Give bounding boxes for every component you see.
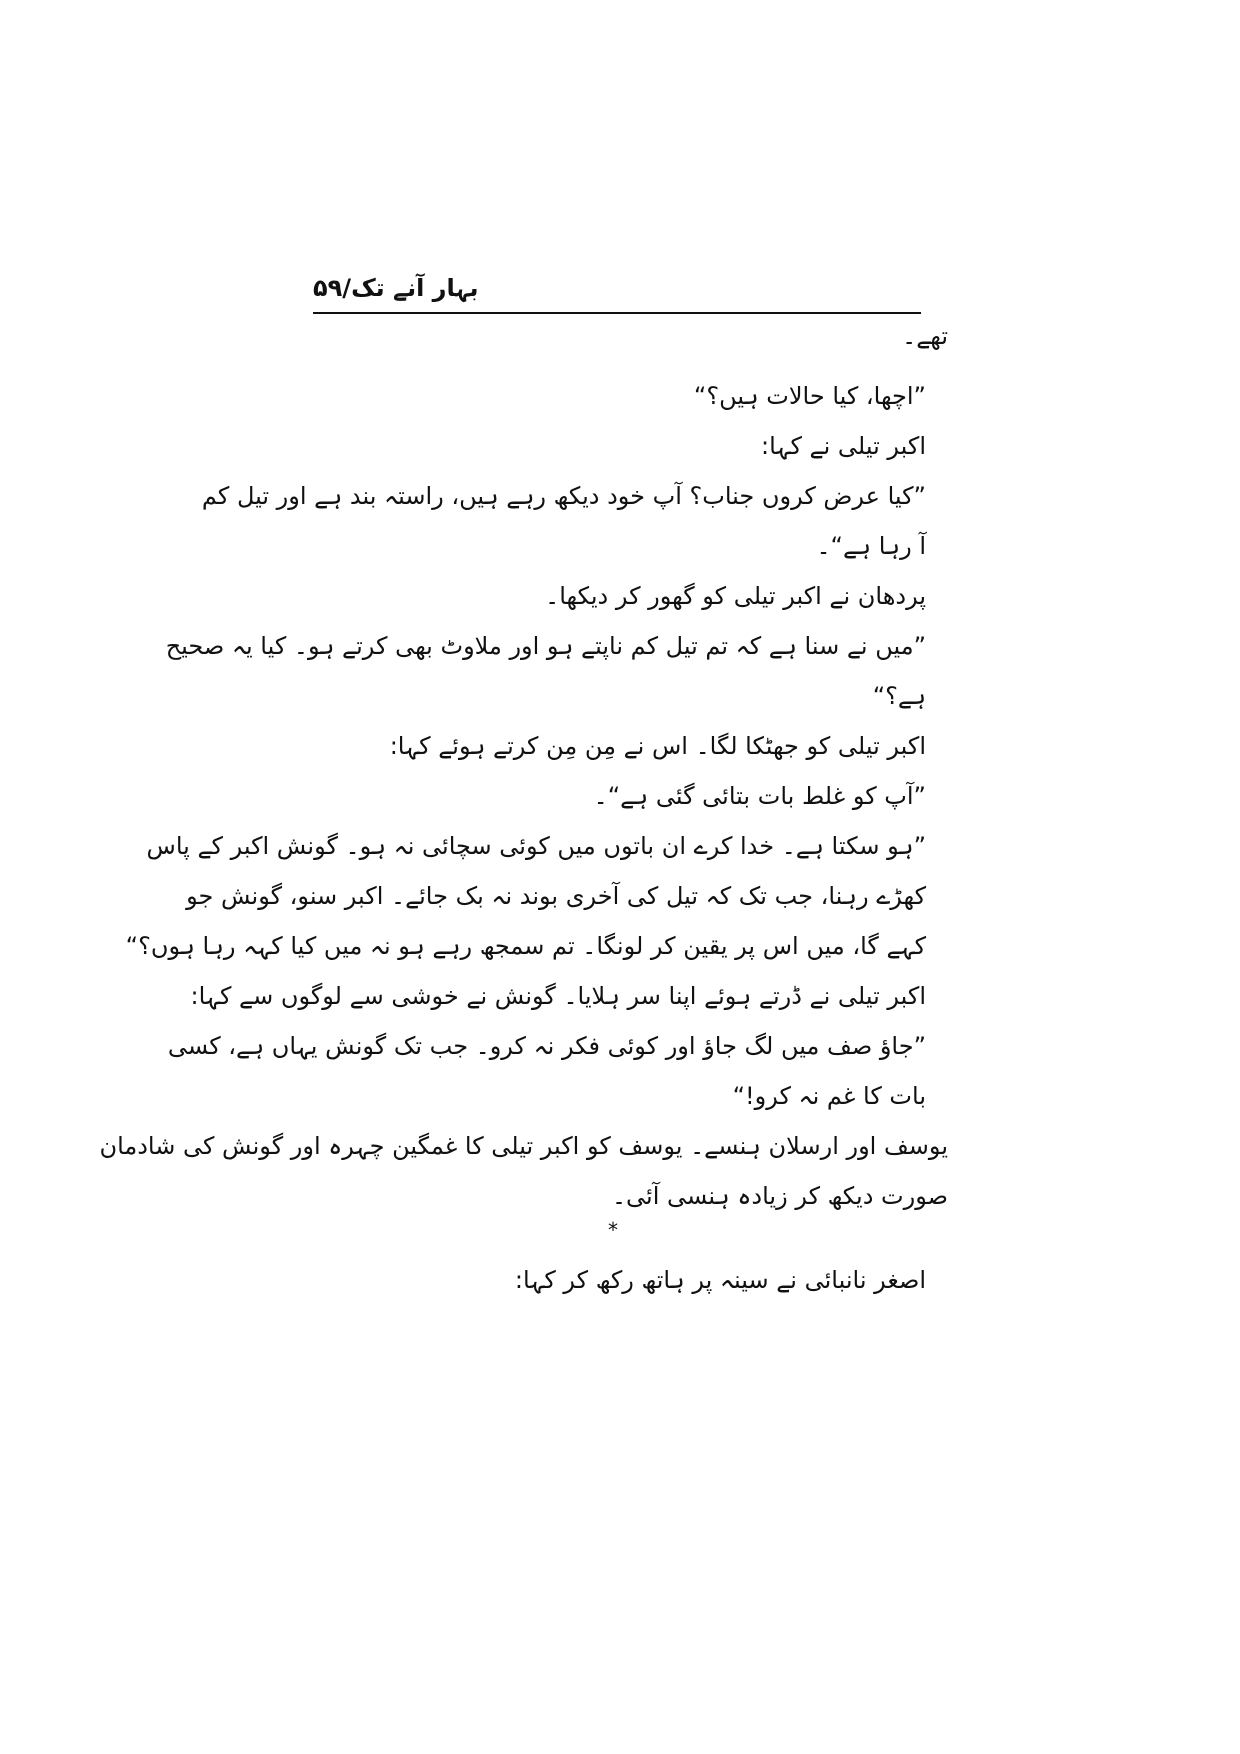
- text-line: ہے؟“: [872, 682, 926, 710]
- text-line: بات کا غم نہ کرو!“: [732, 1082, 926, 1110]
- text-line: پردھان نے اکبر تیلی کو گھور کر دیکھا۔: [545, 582, 926, 610]
- text-line: تھے۔: [902, 322, 948, 350]
- text-line: یوسف اور ارسلان ہنسے۔ یوسف کو اکبر تیلی کا غمگین چہرہ اور گونش کی شادمان: [99, 1132, 948, 1160]
- text-line: ”کیا عرض کروں جناب؟ آپ خود دیکھ رہے ہیں، راستہ بند ہے اور تیل کم: [201, 482, 926, 510]
- text-line: ”جاؤ صف میں لگ جاؤ اور کوئی فکر نہ کرو۔ جب تک گونش یہاں ہے، کسی: [167, 1032, 926, 1060]
- text-line: ”ہو سکتا ہے۔ خدا کرے ان باتوں میں کوئی سچائی نہ ہو۔ گونش اکبر کے پاس: [146, 832, 926, 860]
- header-rule: [313, 312, 921, 314]
- text-line: اکبر تیلی نے ڈرتے ہوئے اپنا سر ہلایا۔ گونش نے خوشی سے لوگوں سے کہا:: [190, 982, 926, 1010]
- header-title: بہار آنے تک/۵۹: [313, 274, 479, 302]
- text-line: ”اچھا، کیا حالات ہیں؟“: [693, 382, 926, 410]
- text-line: اکبر تیلی کو جھٹکا لگا۔ اس نے مِن مِن کرتے ہوئے کہا:: [389, 732, 926, 760]
- text-line: اصغر نانبائی نے سینہ پر ہاتھ رکھ کر کہا:: [514, 1266, 926, 1294]
- text-line: کھڑے رہنا، جب تک کہ تیل کی آخری بوند نہ بک جائے۔ اکبر سنو، گونش جو: [186, 882, 926, 910]
- text-line: کہے گا، میں اس پر یقین کر لونگا۔ تم سمجھ رہے ہو نہ میں کیا کہہ رہا ہوں؟“: [125, 932, 926, 960]
- text-line: ”میں نے سنا ہے کہ تم تیل کم ناپتے ہو اور ملاوٹ بھی کرتے ہو۔ کیا یہ صحیح: [165, 632, 926, 660]
- text-line: آ رہا ہے“۔: [816, 532, 926, 560]
- text-line: ”آپ کو غلط بات بتائی گئی ہے“۔: [593, 782, 926, 810]
- text-line: اکبر تیلی نے کہا:: [761, 432, 926, 460]
- running-header: [313, 273, 921, 313]
- section-separator: *: [608, 1218, 618, 1242]
- text-line: صورت دیکھ کر زیادہ ہنسی آئی۔: [611, 1182, 948, 1210]
